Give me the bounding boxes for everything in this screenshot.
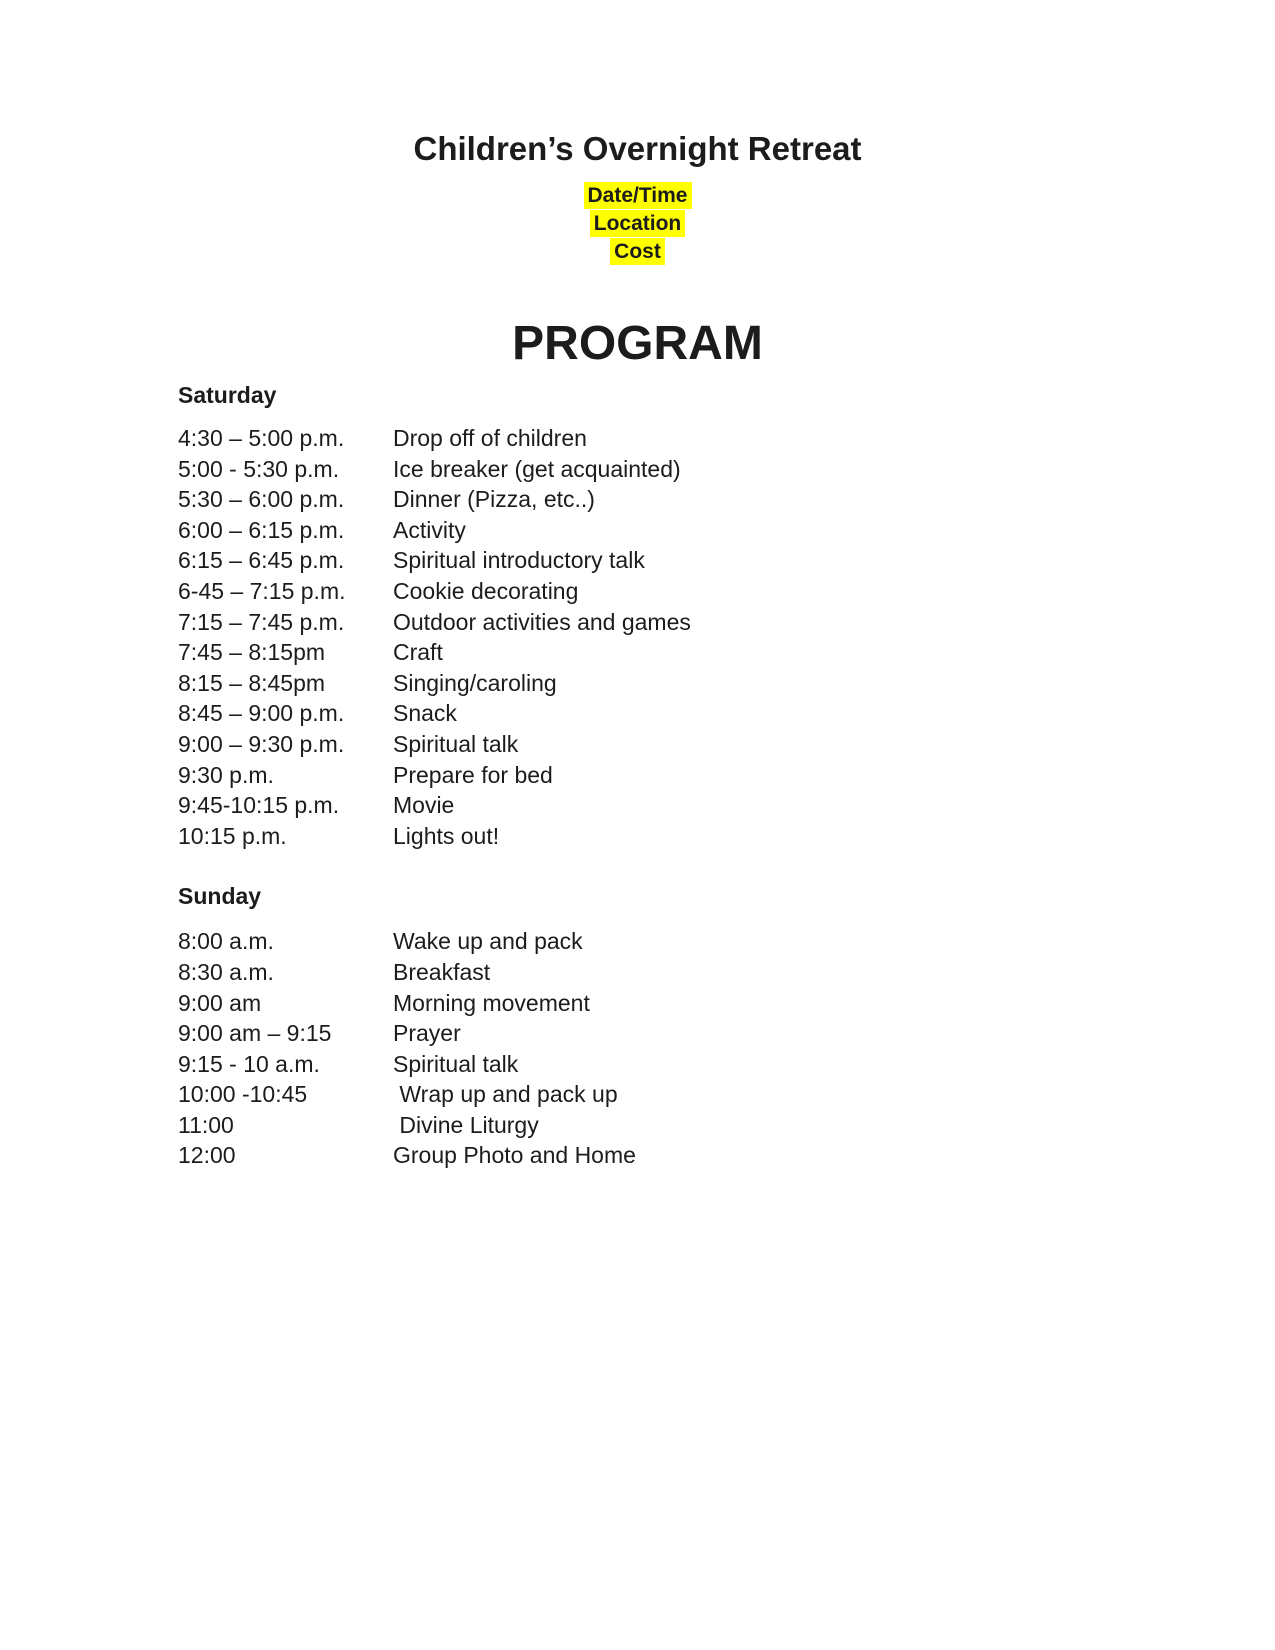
schedule-row (0, 988, 1275, 1019)
schedule-activity: Wrap up and pack up (393, 1081, 618, 1108)
day-label-sunday: Sunday (178, 883, 262, 910)
schedule-row (0, 760, 1275, 791)
schedule-activity: Movie (393, 792, 455, 819)
schedule-activity: Group Photo and Home (393, 1142, 636, 1169)
schedule-time: 8:45 – 9:00 p.m. (178, 700, 345, 727)
schedule-time: 10:15 p.m. (178, 822, 287, 849)
schedule-row (0, 607, 1275, 638)
highlighted-date-time: Date/Time (584, 182, 692, 209)
schedule-time: 6-45 – 7:15 p.m. (178, 577, 346, 604)
schedule-row (0, 957, 1275, 988)
schedule-row (0, 790, 1275, 821)
schedule-row (0, 515, 1275, 546)
schedule-activity: Spiritual talk (393, 1050, 519, 1077)
schedule-activity: Craft (393, 639, 443, 666)
saturday-schedule (0, 423, 1275, 851)
schedule-row (0, 668, 1275, 699)
highlight-line-location (0, 210, 1275, 238)
schedule-row (0, 423, 1275, 454)
schedule-activity: Divine Liturgy (393, 1111, 539, 1138)
schedule-time: 8:15 – 8:45pm (178, 669, 326, 696)
schedule-time: 6:15 – 6:45 p.m. (178, 547, 345, 574)
schedule-activity: Ice breaker (get acquainted) (393, 455, 681, 482)
schedule-time: 12:00 (178, 1142, 236, 1169)
schedule-row (0, 698, 1275, 729)
schedule-activity: Outdoor activities and games (393, 608, 691, 635)
section-saturday (0, 380, 1275, 851)
schedule-time: 11:00 (178, 1111, 234, 1138)
schedule-row (0, 1018, 1275, 1049)
highlighted-cost: Cost (610, 238, 665, 265)
schedule-activity: Drop off of children (393, 425, 587, 451)
schedule-activity: Cookie decorating (393, 577, 579, 604)
highlight-line-date-time (0, 182, 1275, 210)
schedule-row (0, 454, 1275, 485)
section-sunday (0, 881, 1275, 1171)
schedule-time: 9:15 - 10 a.m. (178, 1050, 320, 1077)
document-title: Children’s Overnight Retreat (413, 130, 862, 167)
highlighted-details (0, 182, 1275, 266)
schedule-activity: Snack (393, 700, 457, 727)
highlighted-location: Location (590, 210, 686, 237)
schedule-time: 5:00 - 5:30 p.m. (178, 455, 340, 482)
schedule-row (0, 1110, 1275, 1141)
schedule-row (0, 1049, 1275, 1080)
schedule-time: 7:45 – 8:15pm (178, 639, 326, 666)
schedule-activity: Activity (393, 516, 466, 543)
schedule-time: 7:15 – 7:45 p.m. (178, 608, 345, 635)
day-label-saturday: Saturday (178, 382, 277, 408)
schedule-activity: Dinner (Pizza, etc..) (393, 486, 595, 513)
schedule-activity: Lights out! (393, 822, 500, 849)
schedule-time: 8:30 a.m. (178, 958, 274, 985)
schedule-time: 8:00 a.m. (178, 928, 274, 955)
schedule-activity: Prepare for bed (393, 761, 553, 788)
schedule-time: 10:00 -10:45 (178, 1081, 308, 1108)
schedule-time: 4:30 – 5:00 p.m. (178, 425, 345, 451)
schedule-row (0, 484, 1275, 515)
schedule-time: 9:00 – 9:30 p.m. (178, 730, 345, 757)
schedule-row (0, 821, 1275, 852)
schedule-time: 9:00 am (178, 989, 262, 1016)
schedule-activity: Wake up and pack (393, 928, 583, 955)
schedule-row (0, 637, 1275, 668)
schedule-activity: Morning movement (393, 989, 590, 1016)
schedule-activity: Breakfast (393, 958, 491, 985)
schedule-time: 9:45-10:15 p.m. (178, 792, 340, 819)
schedule-row (0, 1079, 1275, 1110)
schedule-activity: Spiritual introductory talk (393, 547, 645, 574)
schedule-row (0, 1140, 1275, 1171)
schedule-row (0, 545, 1275, 576)
schedule-row (0, 729, 1275, 760)
highlight-line-cost (0, 238, 1275, 266)
schedule-time: 9:00 am – 9:15 (178, 1020, 332, 1047)
schedule-time: 6:00 – 6:15 p.m. (178, 516, 345, 543)
schedule-time: 5:30 – 6:00 p.m. (178, 486, 345, 513)
schedule-activity: Singing/caroling (393, 669, 557, 696)
schedule-time: 9:30 p.m. (178, 761, 274, 788)
schedule-activity: Spiritual talk (393, 730, 519, 757)
schedule-row (0, 576, 1275, 607)
program-heading: PROGRAM (512, 317, 763, 370)
sunday-schedule (0, 926, 1275, 1171)
schedule-row (0, 926, 1275, 957)
schedule-activity: Prayer (393, 1020, 461, 1047)
